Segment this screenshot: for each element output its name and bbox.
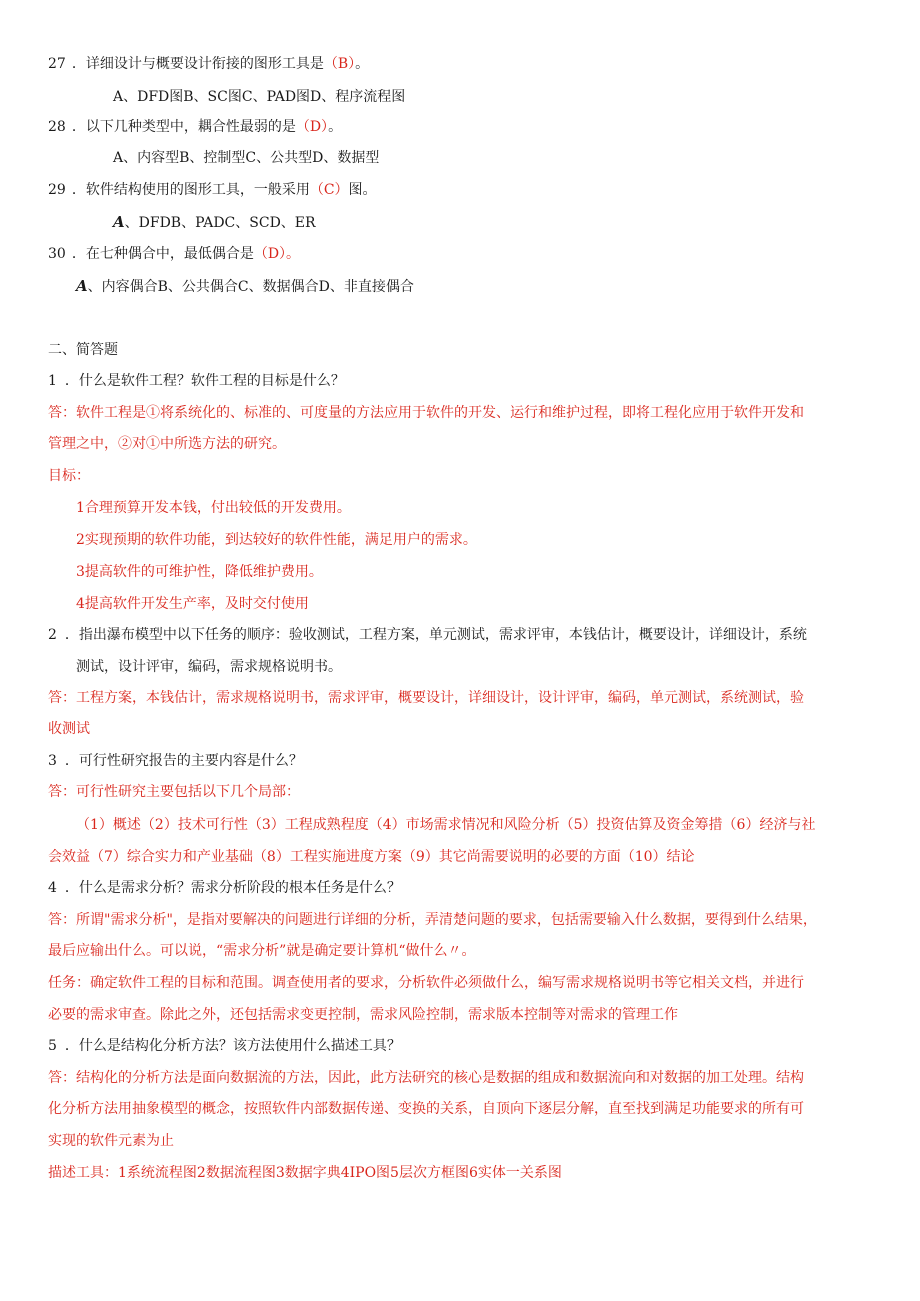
question-text-continued: 测试，设计评审，编码，需求规格说明书。 — [76, 659, 342, 675]
sa-question-5 — [48, 1036, 401, 1056]
sa-question-2 — [48, 625, 807, 645]
answer-key: （C） — [309, 182, 349, 198]
question-stem: ．以下几种类型中，耦合性最弱的是 — [71, 119, 296, 135]
answer-line: 答：工程方案，本钱估计，需求规格说明书，需求评审，概要设计，详细设计，设计评审，编码，单元测试，系统测试，验 — [48, 690, 804, 706]
question-tail: 。 — [328, 119, 343, 135]
question-number: 27 — [48, 56, 66, 72]
question-stem: ．详细设计与概要设计衔接的图形工具是 — [71, 56, 324, 72]
tools-line: 描述工具：1系统流程图2数据流程图3数据字典4IPO图5层次方框图6实体一关系图 — [48, 1165, 562, 1181]
answer-line: 必要的需求审查。除此之外，还包括需求变更控制，需求风险控制，需求版本控制等对需求的管理工作 — [48, 1007, 678, 1023]
question-text: ．什么是软件工程？软件工程的目标是什么？ — [64, 373, 345, 389]
answer-line: 化分析方法用抽象模型的概念，按照软件内部数据传递、变换的关系，自顶向下逐层分解，直至找到满足功能要求的所有可 — [48, 1101, 804, 1117]
option-letter: A — [113, 213, 125, 231]
option-letter: A — [76, 277, 88, 295]
question-text: ．什么是结构化分析方法？该方法使用什么描述工具？ — [64, 1038, 401, 1054]
section-title: 二、简答题 — [48, 342, 118, 358]
question-number: 1 — [48, 373, 57, 389]
question-stem: ．软件结构使用的图形工具，一般采用 — [71, 182, 310, 198]
question-text: ．可行性研究报告的主要内容是什么？ — [64, 753, 303, 769]
answer-line: 任务：确定软件工程的目标和范围。调查使用者的要求，分析软件必须做什么，编写需求规格说明书等它相关文档，并进行 — [48, 975, 804, 991]
answer-line: 管理之中，②对①中所选方法的研究。 — [48, 436, 286, 452]
answer-line: 答：软件工程是①将系统化的、标准的、可度量的方法应用于软件的开发、运行和维护过程，即将工程化应用于软件开发和 — [48, 405, 804, 421]
answer-key: （D）。 — [253, 246, 301, 262]
goal-item: 4提高软件开发生产率，及时交付使用 — [76, 596, 309, 612]
goals-label: 目标： — [48, 468, 90, 484]
question-text: ．指出瀑布模型中以下任务的顺序：验收测试，工程方案，单元测试，需求评审，本钱估计，概要设计，详细设计，系统 — [64, 627, 807, 643]
answer-line: 答：可行性研究主要包括以下几个局部： — [48, 784, 300, 800]
question-number: 2 — [48, 627, 57, 643]
mc-options-28: A、内容型B、控制型C、公共型D、数据型 — [113, 150, 380, 166]
question-number: 29 — [48, 182, 66, 198]
answer-key: （D） — [295, 119, 329, 135]
goal-item: 2实现预期的软件功能，到达较好的软件性能，满足用户的需求。 — [76, 532, 477, 548]
answer-line: 收测试 — [48, 721, 90, 737]
answer-line: 答：所谓"需求分析"，是指对要解决的问题进行详细的分析，弄清楚问题的要求，包括需要输入什么数据，要得到什么结果， — [48, 912, 817, 928]
answer-line: （1）概述（2）技术可行性（3）工程成熟程度（4）市场需求情况和风险分析（5）投资估算及资金筹措（6）经济与社 — [76, 817, 816, 833]
mc-options-27: A、DFD图B、SC图C、PAD图D、程序流程图 — [113, 89, 406, 105]
option-text: 、内容偶合B、公共偶合C、数据偶合D、非直接偶合 — [87, 279, 414, 295]
question-text: ．什么是需求分析？需求分析阶段的根本任务是什么？ — [64, 880, 401, 896]
sa-question-3 — [48, 751, 303, 771]
question-number: 3 — [48, 753, 57, 769]
question-number: 4 — [48, 880, 57, 896]
answer-line: 答：结构化的分析方法是面向数据流的方法，因此，此方法研究的核心是数据的组成和数据流向和对数据的加工处理。结构 — [48, 1070, 804, 1086]
mc-question-29 — [48, 180, 377, 200]
answer-line: 实现的软件元素为止 — [48, 1133, 174, 1149]
sa-question-4 — [48, 878, 401, 898]
answer-line: 会效益（7）综合实力和产业基础（8）工程实施进度方案（9）其它尚需要说明的必要的方面（10）结论 — [48, 849, 695, 865]
question-number: 5 — [48, 1038, 57, 1054]
mc-options-30 — [76, 276, 414, 296]
answer-line: 最后应输出什么。可以说，“需求分析”就是确定要计算机“做什么〃。 — [48, 943, 476, 959]
question-number: 28 — [48, 119, 66, 135]
mc-options-29 — [113, 212, 316, 232]
goal-item: 3提高软件的可维护性，降低维护费用。 — [76, 564, 323, 580]
question-number: 30 — [48, 246, 66, 262]
question-tail: 。 — [355, 56, 370, 72]
question-stem: ．在七种偶合中，最低偶合是 — [71, 246, 254, 262]
question-tail: 图。 — [348, 182, 377, 198]
option-text: 、DFDB、PADC、SCD、ER — [124, 215, 316, 231]
answer-key: （B） — [323, 56, 356, 72]
mc-question-30 — [48, 244, 300, 264]
mc-question-27 — [48, 54, 369, 74]
goal-item: 1合理预算开发本钱，付出较低的开发费用。 — [76, 500, 351, 516]
sa-question-1 — [48, 371, 345, 391]
mc-question-28 — [48, 117, 342, 137]
